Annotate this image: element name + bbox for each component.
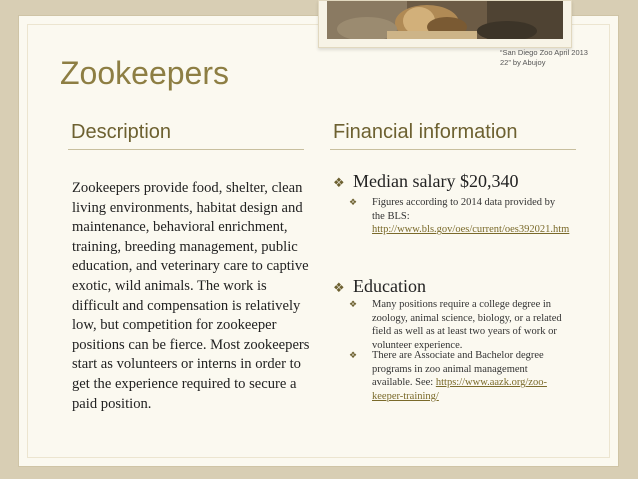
description-heading: Description — [71, 121, 172, 143]
square-bullet-icon: ❖ — [349, 300, 358, 310]
sub-bullet-text: There are Associate and Bachelor degree programs in zoo animal management available. See: — [372, 350, 544, 389]
sub-bullet-programs — [349, 349, 569, 404]
slide-title: Zookeepers — [60, 55, 229, 91]
photo-frame — [318, 0, 572, 48]
lion-photo — [327, 1, 563, 39]
sub-bullet-degree — [349, 298, 569, 353]
bullet-label: Education — [353, 276, 426, 296]
square-bullet-icon: ❖ — [349, 351, 358, 361]
description-heading-rule — [68, 149, 304, 150]
bls-link[interactable]: http://www.bls.gov/oes/current/oes392021.htm — [372, 224, 570, 236]
financial-heading: Financial information — [333, 121, 518, 143]
square-bullet-icon: ❖ — [333, 281, 345, 296]
financial-heading-rule — [330, 149, 576, 150]
photo-credit: “San Diego Zoo April 2013 22” by Abujoy — [500, 48, 588, 67]
sub-bullet-bls — [349, 196, 569, 237]
aazk-link[interactable]: https://www.aazk.org/zoo-keeper-training/ — [372, 377, 547, 403]
description-text: Zookeepers provide food, shelter, clean living environments, habitat design and maintenance, behavioral enrichment, training, breeding management, public education, and veterinary care to captive exotic, wild animals. The work is difficult and compensation is relatively low, but competition for zookeeper positions can be fierce. Most zookeepers start as volunteers or interns in order to get the experience required to secure a paid position. — [72, 180, 310, 412]
square-bullet-icon: ❖ — [349, 198, 358, 208]
sub-bullet-text: Many positions require a college degree in zoology, animal science, biology, or a related field as well as at least two years of work or volunteer experience. — [372, 299, 562, 352]
bullet-label: Median salary $20,340 — [353, 171, 519, 191]
sub-bullet-text: Figures according to 2014 data provided by the BLS: — [372, 197, 556, 222]
square-bullet-icon: ❖ — [333, 176, 345, 191]
